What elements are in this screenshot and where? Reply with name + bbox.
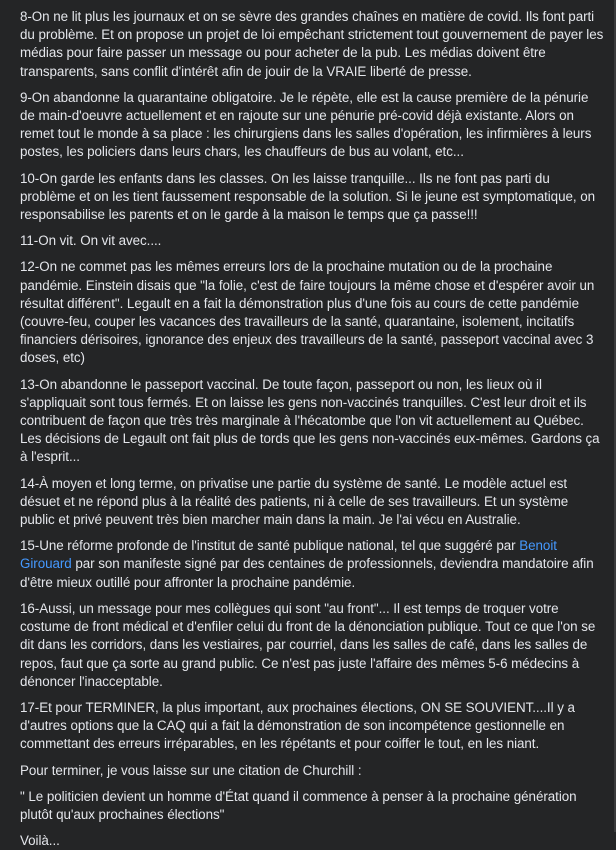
- post-paragraph-closing: Pour terminer, je vous laisse sur une citation de Churchill :: [20, 762, 362, 778]
- post-paragraph-17: 17-Et pour TERMINER, la plus important, aux prochaines élections, ON SE SOUVIENT....Il y a d'autres options que la CAQ qui a fait la démonstration de son incompétence gestionnelle en commettant des erreurs irréparables, en les répétants et pour coiffer le tout, en les niant.: [20, 699, 575, 752]
- post-paragraph-16: 16-Aussi, un message pour mes collègues qui sont "au front"... Il est temps de troquer votre costume de front médical et d'enfiler celui du front de la dénonciation publique. Tout ce que l'on se dit dans les corridors, dans les vestiaires, par courriel, dans les salles de café, dans les salles de repos, faut que ça sorte au grand public. Ce n'est pas juste l'affaire des mêmes 5-6 médecins à dénoncer l'inacceptable.: [20, 600, 596, 689]
- paragraph-15-text-after: par son manifeste signé par des centaines de professionnels, deviendra mandatoire afin d'être mieux outillé pour affronter la prochaine pandémie.: [20, 556, 594, 590]
- post-paragraph-14: 14-À moyen et long terme, on privatise une partie du système de santé. Le modèle actuel est désuet et ne répond plus à la réalité des patients, ni à celle de ses travailleurs. Et un système public et privé peuvent très bien marcher main dans la main. Je l'ai vécu en Australie.: [20, 475, 569, 528]
- post-paragraph-12: 12-On ne commet pas les mêmes erreurs lors de la prochaine mutation ou de la prochaine pandémie. Einstein disais que "la folie, c'est de faire toujours la même chose et d'espérer avoir un résultat différent". Legault en a fait la démonstration plus d'une fois au cours de cette pandémie (couvre-feu, couper les vacances des travailleurs de la santé, quarantaine, isolement, incitatifs financiers dérisoires, ignorance des enjeux des travailleurs de la santé, passeport vaccinal avec 3 doses, etc): [20, 259, 595, 366]
- post-paragraph-signoff: Voilà...: [20, 833, 60, 849]
- mention-link[interactable]: Benoit Girouard: [20, 538, 557, 572]
- post-paragraph-8: 8-On ne lit plus les journaux et on se sèvre des grandes chaînes en matière de covid. Ils font parti du problème. Et on propose un projet de loi empêchant strictement tout gouvernement de payer les médias pour faire passer un message ou pour acheter de la pub. Les médias doivent être transparents, sans conflit d'intérêt afin de jouir de la VRAIE liberté de presse.: [20, 9, 604, 79]
- paragraph-15-text-before: 15-Une réforme profonde de l'institut de santé publique national, tel que suggéré par: [20, 538, 520, 554]
- post-paragraph-15: [20, 537, 604, 592]
- post-paragraph-9: 9-On abandonne la quarantaine obligatoire. Je le répète, elle est la cause première de la pénurie de main-d'oeuvre actuellement et en rajoute sur une pénurie pré-covid déjà existante. Alors on remet tout le monde à sa place : les chirurgiens dans les salles d'opération, les infirmières à leurs postes, les policiers dans leurs chars, les chauffeurs de bus au volant, etc...: [20, 89, 592, 160]
- post-paragraph-quote: " Le politicien devient un homme d'État quand il commence à penser à la prochaine génération plutôt qu'aux prochaines élections": [20, 788, 577, 822]
- post-paragraph-11: 11-On vit. On vit avec....: [20, 233, 162, 249]
- post-paragraph-13: 13-On abandonne le passeport vaccinal. De toute façon, passeport ou non, les lieux où il s'appliquait sont tous fermés. Et on laisse les gens non-vaccinés tranquilles. C'est leur droit et ils contribuent de façon que très très marginale à l'hécatombe que l'on vit actuellement au Québec. Les décisions de Legault ont fait plus de tords que les gens non-vaccinés eux-mêmes. Gardons ça à l'esprit...: [20, 376, 600, 465]
- post-paragraph-10: 10-On garde les enfants dans les classes. On les laisse tranquille... Ils ne font pas parti du problème et on les tient faussement responsable de la solution. Si le jeune est symptomatique, on responsabilise les parents et on le garde à la maison le temps que ça passe!!!: [20, 170, 596, 223]
